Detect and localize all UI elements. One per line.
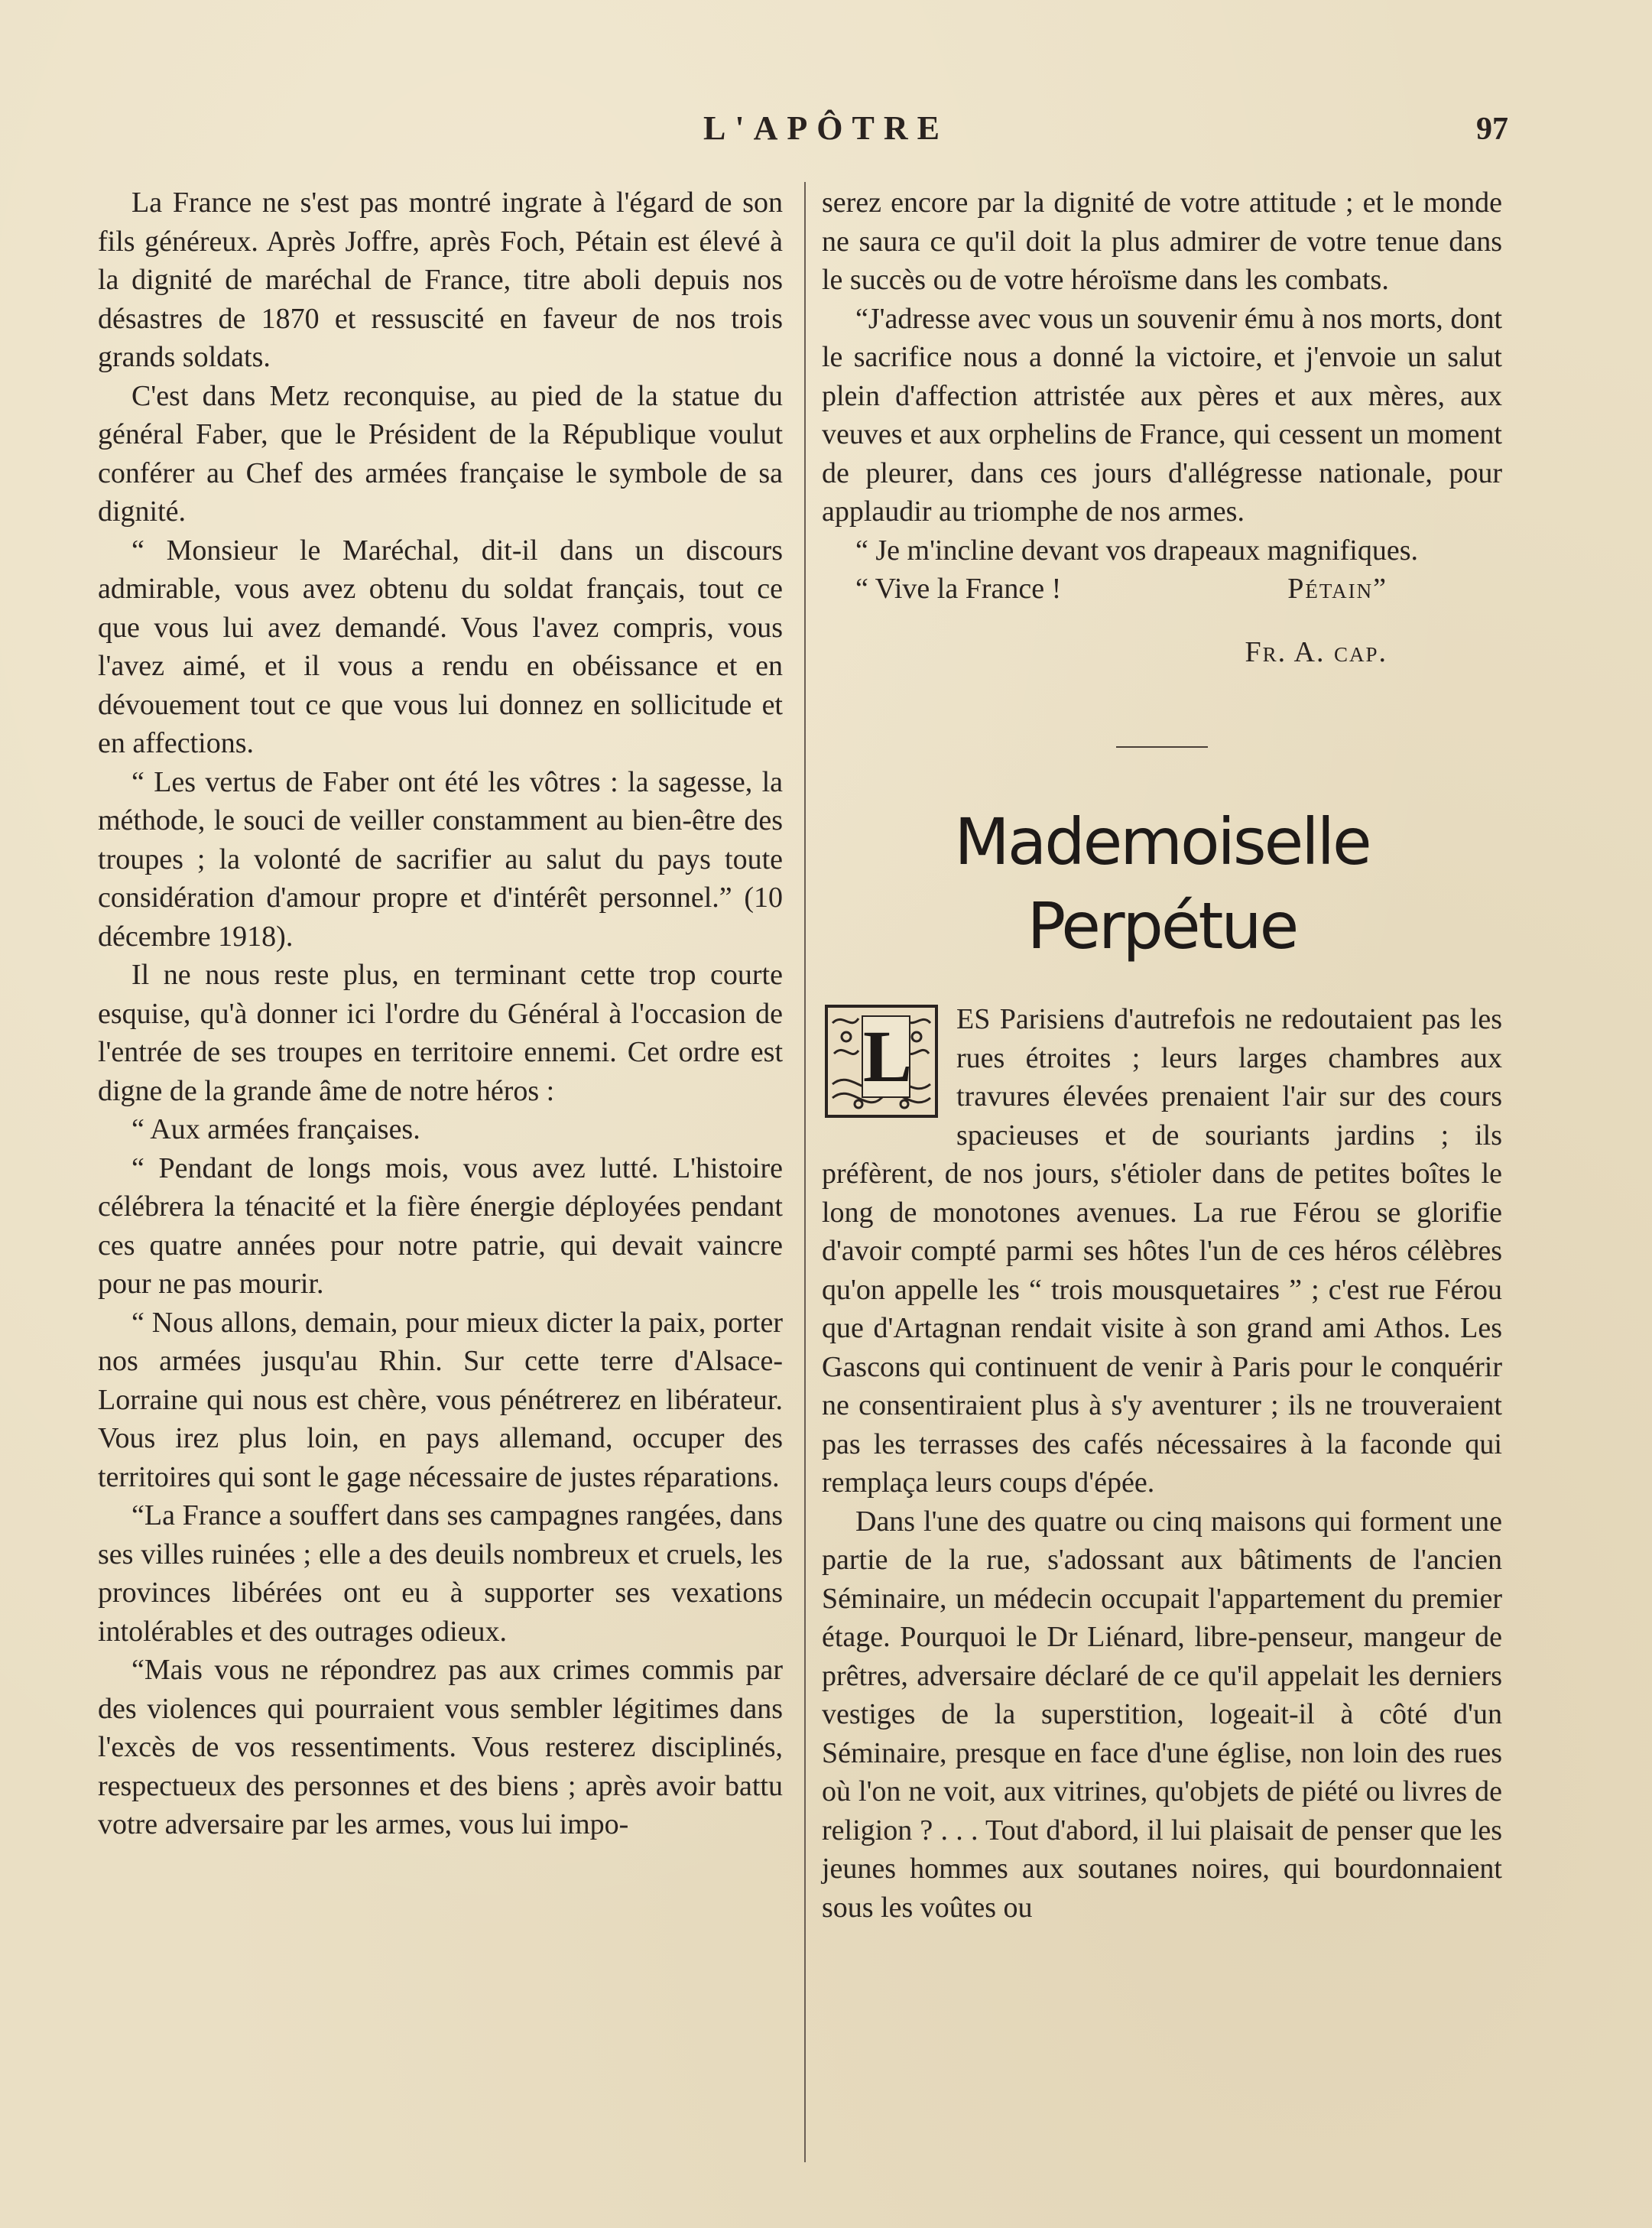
ornamental-dropcap: [825, 1005, 938, 1118]
author-signature: Fr. A. cap.: [1245, 635, 1387, 668]
paragraph: “ Je m'incline devant vos drapeaux magnifiques.: [855, 534, 1419, 567]
paragraph: Il ne nous reste plus, en terminant cette trop courte esquise, qu'à donner ici l'ordre du Général à l'occasion de l'entrée de ses troupes en territoire ennemi. Cet ordre est digne de la grande âme de notre héros :: [98, 959, 783, 1107]
right-column: [822, 184, 1502, 1927]
paragraph: “Mais vous ne répondrez pas aux crimes commis par des violences qui pourraient vous sembler légitimes dans l'excès de vos ressentiments. Vous resterez disciplinés, respectueux des personnes et des biens ; après avoir battu votre adversaire par les armes, vous lui impo-: [98, 1654, 783, 1840]
continuation-paragraph: serez encore par la dignité de votre attitude ; et le monde ne saura ce qu'il doit la plus admirer de votre tenue dans le succès ou de votre héroïsme dans les combats.: [822, 187, 1502, 296]
dropcap-letter: L: [863, 1015, 913, 1097]
paragraph: “ Nous allons, demain, pour mieux dicter la paix, porter nos armées jusqu'au Rhin. Sur cette terre d'Alsace-Lorraine qui nous est chère, vous pénétrerez en libérateur. Vous irez plus loin, en pays allemand, occuper des territoires qui sont le gage nécessaire de justes réparations.: [98, 1306, 783, 1493]
separator-rule: [1116, 746, 1208, 748]
paragraph: “ Pendant de longs mois, vous avez lutté. L'histoire célébrera la ténacité et la fière énergie déployées pendant ces quatre années pour notre patrie, qui devait vaincre pour ne pas mourir.: [98, 1151, 783, 1300]
paragraph: Dans l'une des quatre ou cinq maisons qui forment une partie de la rue, s'adossant aux bâtiments de l'ancien Séminaire, un médecin occupait l'appartement du premier étage. Pourquoi le Dr Liénard, libre-penseur, mangeur de prêtres, adversaire déclaré de ce qu'il appelait les derniers vestiges de la superstition, logeait-il à côté d'un Séminaire, presque en face d'une église, non loin des rues où l'on ne voit, aux vitrines, qu'objets de piété ou livres de religion ? . . . Tout d'abord, il lui plaisait de penser que les jeunes hommes aux soutanes noires, qui bourdonnaient sous les voûtes ou: [822, 1505, 1502, 1924]
story-title: Mademoiselle Perpétue: [954, 804, 1370, 963]
paragraph: “ Aux armées françaises.: [131, 1113, 420, 1145]
running-title: L'APÔTRE: [703, 109, 949, 147]
left-column: [98, 184, 783, 1844]
lead-small-caps: ES: [956, 1003, 991, 1035]
paragraph: “J'adresse avec vous un souvenir ému à nos morts, dont le sacrifice nous a donné la victoire, et j'envoie un salut plein d'affection attristée aux pères et aux mères, aux veuves et aux orphelins de France, qui cessent un moment de pleurer, dans ces jours d'allégresse nationale, pour applaudir au triomphe de nos armes.: [822, 302, 1502, 528]
paragraph: La France ne s'est pas montré ingrate à l'égard de son fils généreux. Après Joffre, après Foch, Pétain est élevé à la dignité de maréchal de France, titre aboli depuis nos désastres de 1870 et ressuscité en faveur de nos trois grands soldats.: [98, 187, 783, 373]
closing-text: “ Vive la France !: [855, 573, 1062, 605]
paragraph: “La France a souffert dans ses campagnes rangées, dans ses villes ruinées ; elle a des deuils nombreux et cruels, les provinces libérées ont eu à supporter ses vexations intolérables et des outrages odieux.: [98, 1499, 783, 1648]
page-number: 97: [1476, 112, 1508, 147]
story-opening: [822, 1000, 1502, 1502]
signature: Pétain”: [1287, 573, 1387, 605]
paragraph: C'est dans Metz reconquise, au pied de la statue du général Faber, que le Président de la République voulut conférer au Chef des armées française le symbole de sa dignité.: [98, 379, 783, 528]
paragraph: “ Les vertus de Faber ont été les vôtres : la sagesse, la méthode, le souci de veiller constamment au bien-être des troupes ; la volonté de sacrifier au salut du pays toute considération d'amour propre et d'intérêt personnel.” (10 décembre 1918).: [98, 765, 783, 953]
lead-rest: Parisiens d'autrefois ne redoutaient pas les rues étroites ; leurs larges chambres aux travures élevées prenaient l'air sur des cours spacieuses et de souriants jardins ; ils préfèrent, de nos jours, s'étioler dans de petites boîtes le long de monotones avenues. La rue Férou se glorifie d'avoir compté parmi ses hôtes l'un de ces héros célèbres qu'on appelle les “ trois mousquetaires ” ; c'est rue Férou que d'Artagnan rendait visite à son grand ami Athos. Les Gascons qui continuent de venir à Paris pour le conquérir ne consentiraient plus à s'y aventurer ; ils ne trouveraient pas les terrasses des cafés nécessaires à la faconde qui remplaça leurs coups d'épée.: [822, 1003, 1502, 1499]
closing-line: [822, 570, 1502, 609]
paragraph: “ Monsieur le Maréchal, dit-il dans un discours admirable, vous avez obtenu du soldat français, tout ce que vous lui avez demandé. Vous l'avez compris, vous l'avez aimé, et il vous a rendu en obéissance et en dévouement tout ce que vous lui donnez en sollicitude et en affections.: [98, 534, 783, 759]
column-divider: [804, 182, 806, 2162]
